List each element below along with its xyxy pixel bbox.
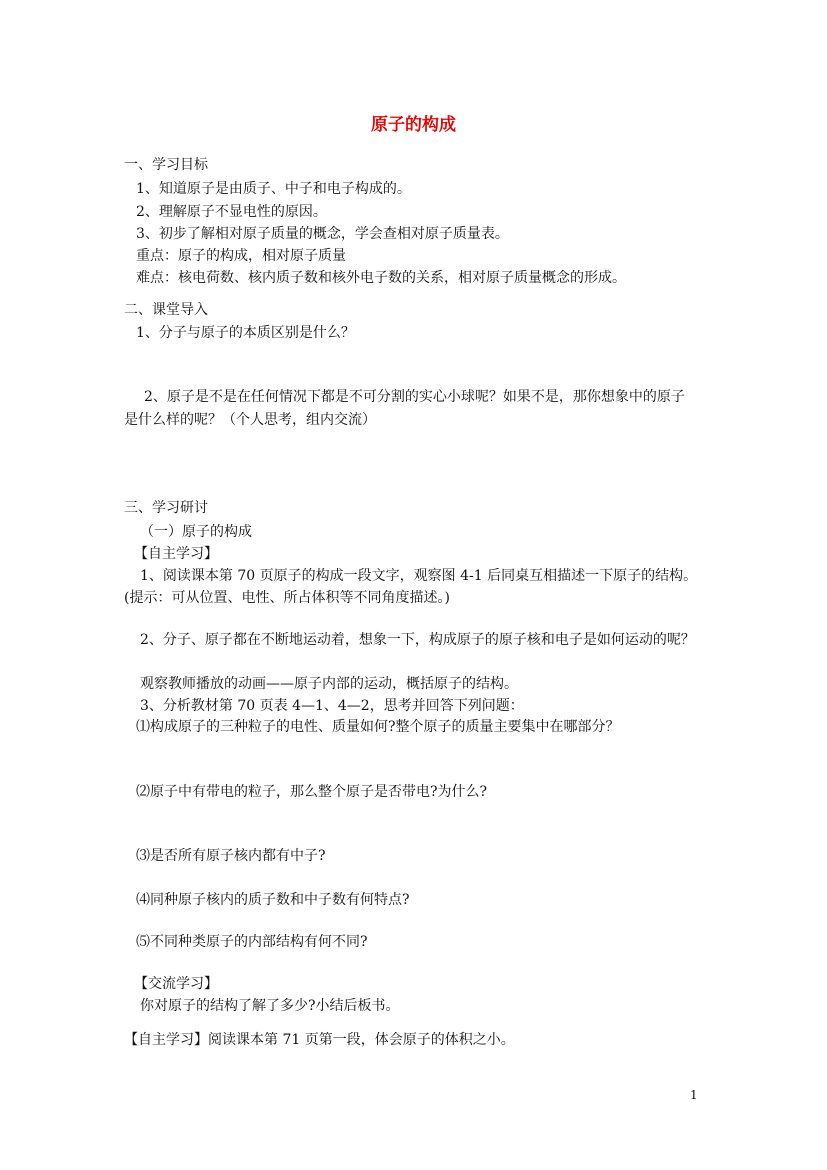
key-points: 重点：原子的构成，相对原子质量: [136, 248, 346, 264]
goal-item-2: 2、理解原子不显电性的原因。: [136, 204, 327, 220]
question-1: ⑴构成原子的三种粒子的电性、质量如何?整个原子的质量主要集中在哪部分？: [136, 719, 620, 735]
difficulties: 难点：核电荷数、核内质子数和核外电子数的关系，相对原子质量概念的形成。: [136, 270, 626, 286]
page-title: 原子的构成: [371, 115, 456, 135]
goal-item-1: 1、知道原子是由质子、中子和电子构成的。: [136, 181, 411, 197]
intro-question-2-line-1: 2、原子是不是在任何情况下都是不可分割的实心小球呢？如果不是，那你想象中的原子: [144, 389, 685, 405]
exchange-text: 你对原子的结构了解了多少?小结后板书。: [140, 998, 400, 1014]
self-study-2: 【自主学习】阅读课本第 71 页第一段，体会原子的体积之小。: [124, 1032, 515, 1048]
study-item-1-line-2: (提示：可从位置、电性、所占体积等不同角度描述。): [124, 590, 450, 606]
intro-question-1: 1、分子与原子的本质区别是什么？: [136, 325, 355, 341]
study-item-2: 2、分子、原子都在不断地运动着，想象一下，构成原子的原子核和电子是如何运动的呢？: [140, 632, 695, 648]
exchange-label: 【交流学习】: [134, 976, 218, 992]
intro-question-2-line-2: 是什么样的呢？（个人思考，组内交流）: [124, 412, 376, 428]
self-study-label: 【自主学习】: [134, 546, 218, 562]
study-item-1-line-1: 1、阅读课本第 70 页原子的构成一段文字，观察图 4-1 后同桌互相描述一下原子的结构。: [140, 568, 698, 584]
question-2: ⑵原子中有带电的粒子，那么整个原子是否带电?为什么?: [136, 784, 488, 800]
observe-text: 观察教师播放的动画——原子内部的运动，概括原子的结构。: [140, 676, 518, 692]
question-5: ⑸不同种类原子的内部结构有何不同?: [136, 934, 368, 950]
subsection-heading: （一）原子的构成: [140, 524, 252, 540]
goal-item-3: 3、初步了解相对原子质量的概念，学会查相对原子质量表。: [136, 226, 509, 242]
section-heading-study: 三、学习研讨: [124, 500, 208, 516]
question-4: ⑷同种原子核内的质子数和中子数有何特点?: [136, 892, 410, 908]
section-heading-goals: 一、学习目标: [124, 157, 208, 173]
question-3: ⑶是否所有原子核内都有中子?: [136, 848, 326, 864]
page-number: 1: [690, 1088, 698, 1102]
section-heading-intro: 二、课堂导入: [124, 302, 208, 318]
study-item-3: 3、分析教材第 70 页表 4—1、4—2，思考并回答下列问题：: [140, 698, 524, 714]
